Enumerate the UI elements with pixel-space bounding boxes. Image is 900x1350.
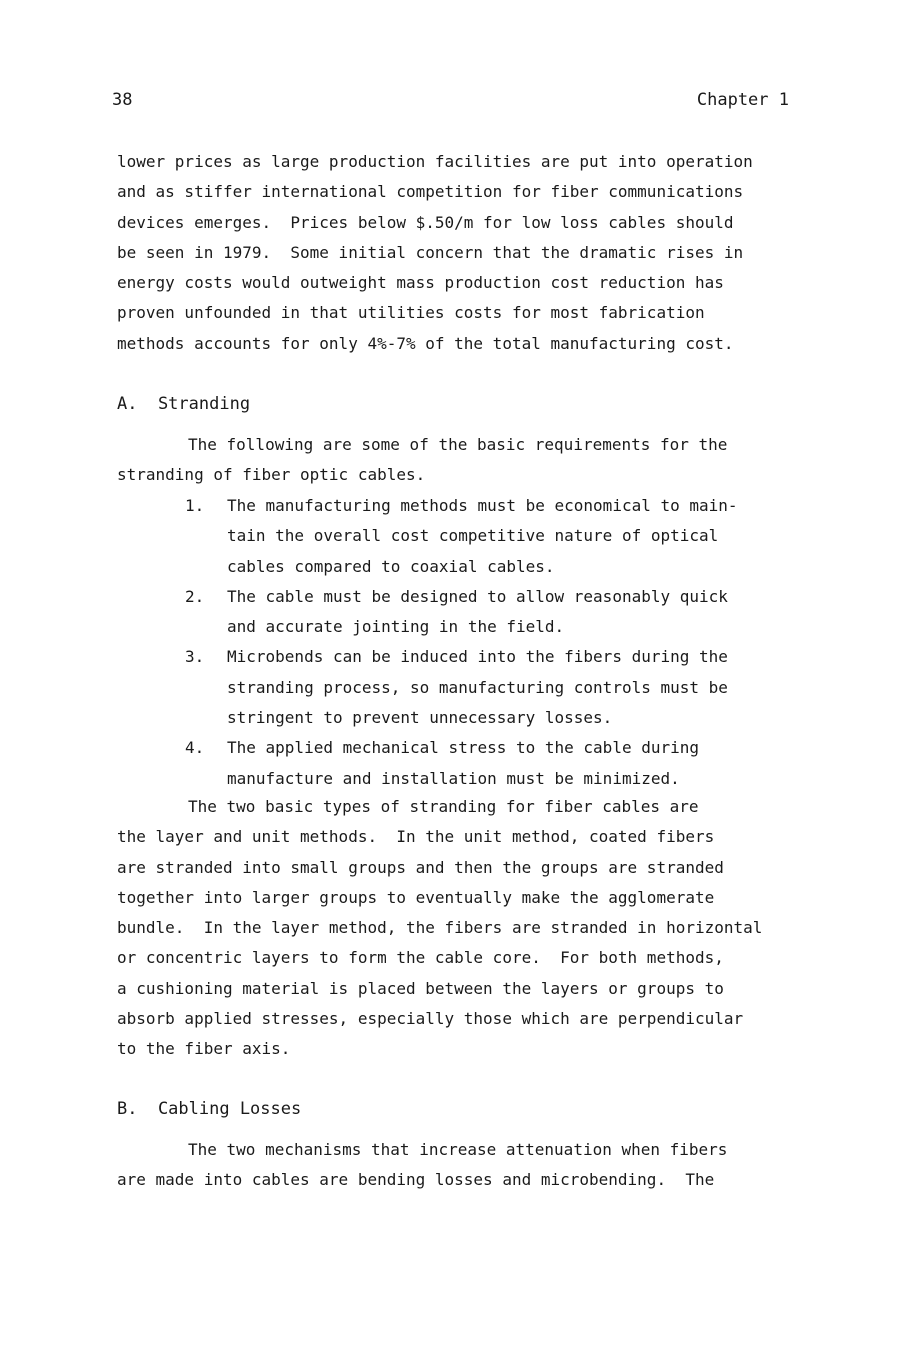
- list-item-number: 4.: [185, 738, 205, 758]
- text-line: The following are some of the basic requirements for the: [188, 435, 728, 454]
- list-item-text: Microbends can be induced into the fibers during the: [227, 647, 728, 667]
- list-item-text: manufacture and installation must be minimized.: [227, 768, 680, 788]
- text-line: and as stiffer international competition for fiber communications: [117, 182, 744, 202]
- cabling-losses-paragraph: [117, 1135, 797, 1196]
- intro-paragraph: [117, 147, 797, 359]
- text-line: are made into cables are bending losses and microbending. The: [117, 1170, 715, 1190]
- list-item-number: 3.: [185, 647, 205, 667]
- list-item: [185, 733, 785, 794]
- text-line: a cushioning material is placed between the layers or groups to: [117, 978, 724, 998]
- list-item-text: The manufacturing methods must be economical to main-: [227, 496, 738, 515]
- text-line: energy costs would outweight mass production cost reduction has: [117, 273, 724, 293]
- text-line: stranding of fiber optic cables.: [117, 465, 426, 485]
- list-item-text: cables compared to coaxial cables.: [227, 556, 555, 576]
- list-item-text: tain the overall cost competitive nature of optical: [227, 526, 719, 546]
- chapter-label: Chapter 1: [696, 90, 789, 110]
- stranding-body-paragraph: [117, 792, 797, 1065]
- text-line: to the fiber axis.: [117, 1039, 291, 1059]
- list-item-text: The applied mechanical stress to the cable during: [227, 738, 700, 758]
- text-line: be seen in 1979. Some initial concern that the dramatic rises in: [117, 242, 744, 262]
- text-line: or concentric layers to form the cable core. For both methods,: [117, 948, 724, 968]
- list-item: [185, 491, 785, 582]
- text-line: the layer and unit methods. In the unit method, coated fibers: [117, 827, 715, 847]
- list-item-number: 1.: [185, 496, 205, 515]
- list-item-text: and accurate jointing in the field.: [227, 617, 565, 637]
- requirements-list: [185, 491, 785, 794]
- text-line: devices emerges. Prices below $.50/m for low loss cables should: [117, 212, 734, 232]
- page-header: [112, 90, 789, 114]
- section-heading-cabling-losses: B. Cabling Losses: [117, 1099, 302, 1119]
- text-line: The two mechanisms that increase attenuation when fibers: [188, 1140, 728, 1159]
- page-number: 38: [112, 90, 133, 110]
- text-line: lower prices as large production facilities are put into operation: [117, 152, 753, 171]
- text-line: are stranded into small groups and then the groups are stranded: [117, 857, 724, 877]
- text-line: proven unfounded in that utilities costs for most fabrication: [117, 303, 705, 323]
- list-item: [185, 642, 785, 733]
- text-line: bundle. In the layer method, the fibers are stranded in horizontal: [117, 918, 763, 938]
- stranding-intro-paragraph: [117, 430, 797, 491]
- text-line: absorb applied stresses, especially those which are perpendicular: [117, 1009, 744, 1029]
- list-item: [185, 582, 785, 643]
- list-item-number: 2.: [185, 586, 205, 606]
- section-heading-stranding: A. Stranding: [117, 394, 251, 414]
- list-item-text: stringent to prevent unnecessary losses.: [227, 708, 613, 728]
- text-line: methods accounts for only 4%-7% of the total manufacturing cost.: [117, 333, 734, 353]
- list-item-text: The cable must be designed to allow reasonably quick: [227, 586, 728, 606]
- text-line: together into larger groups to eventually make the agglomerate: [117, 887, 715, 907]
- list-item-text: stranding process, so manufacturing controls must be: [227, 677, 728, 697]
- text-line: The two basic types of stranding for fiber cables are: [188, 797, 699, 816]
